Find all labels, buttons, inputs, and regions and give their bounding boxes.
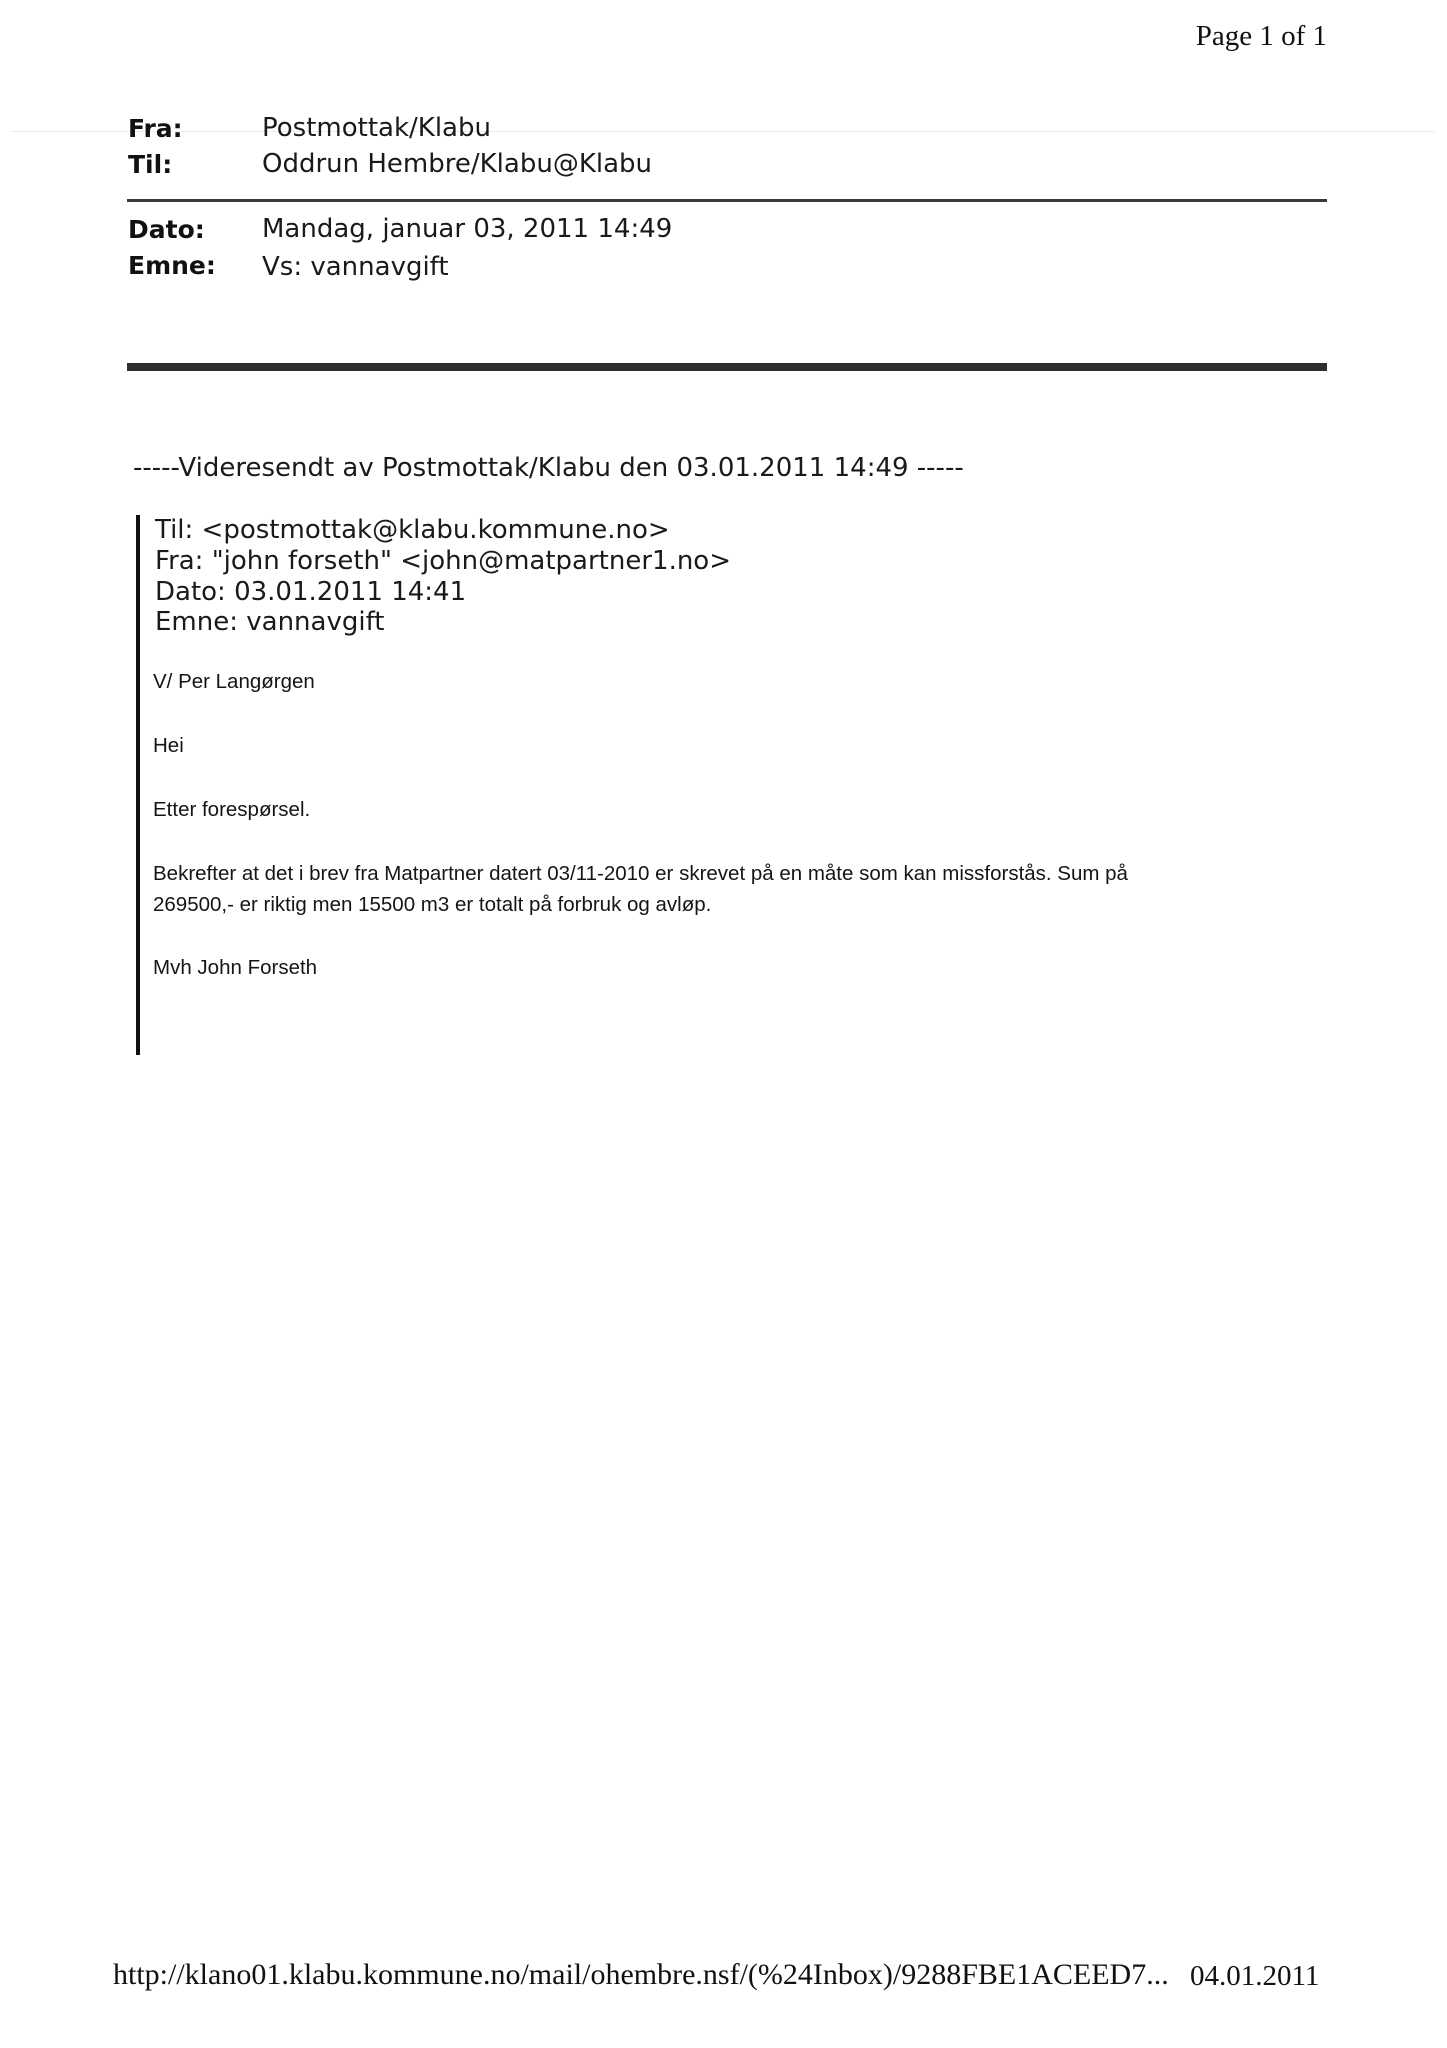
quoted-date: Dato: 03.01.2011 14:41 bbox=[155, 577, 467, 607]
quoted-from: Fra: "john forseth" <john@matpartner1.no> bbox=[155, 546, 731, 576]
body-paragraph-line-2: 269500,- er riktig men 15500 m3 er totalt på forbruk og avløp. bbox=[153, 893, 712, 916]
body-attention: V/ Per Langørgen bbox=[153, 670, 315, 693]
to-value: Oddrun Hembre/Klabu@Klabu bbox=[262, 149, 653, 179]
forwarded-line: -----Videresendt av Postmottak/Klabu den 03.01.2011 14:49 ----- bbox=[133, 453, 964, 483]
quote-bar bbox=[136, 515, 140, 1055]
quoted-to: Til: <postmottak@klabu.kommune.no> bbox=[155, 515, 670, 545]
footer-date: 04.01.2011 bbox=[1190, 1960, 1320, 1992]
body-paragraph-line-1: Bekrefter at det i brev fra Matpartner datert 03/11-2010 er skrevet på en måte som kan missforstås. Sum på bbox=[153, 862, 1128, 885]
date-label: Dato: bbox=[128, 215, 205, 244]
subject-value: Vs: vannavgift bbox=[262, 252, 449, 282]
page-indicator: Page 1 of 1 bbox=[1195, 20, 1327, 52]
scan-line bbox=[10, 131, 1435, 132]
header-divider bbox=[127, 199, 1327, 202]
header-bottom-bar bbox=[127, 363, 1327, 371]
from-value: Postmottak/Klabu bbox=[262, 113, 491, 143]
body-signoff: Mvh John Forseth bbox=[153, 956, 318, 979]
subject-label: Emne: bbox=[128, 251, 216, 280]
quoted-subject: Emne: vannavgift bbox=[155, 607, 385, 637]
body-intro: Etter forespørsel. bbox=[153, 798, 311, 821]
date-value: Mandag, januar 03, 2011 14:49 bbox=[262, 214, 673, 244]
footer-url: http://klano01.klabu.kommune.no/mail/ohembre.nsf/(%24Inbox)/9288FBE1ACEED7... bbox=[113, 1958, 1169, 1991]
body-greeting: Hei bbox=[153, 734, 184, 757]
to-label: Til: bbox=[128, 150, 173, 179]
from-label: Fra: bbox=[128, 114, 183, 143]
